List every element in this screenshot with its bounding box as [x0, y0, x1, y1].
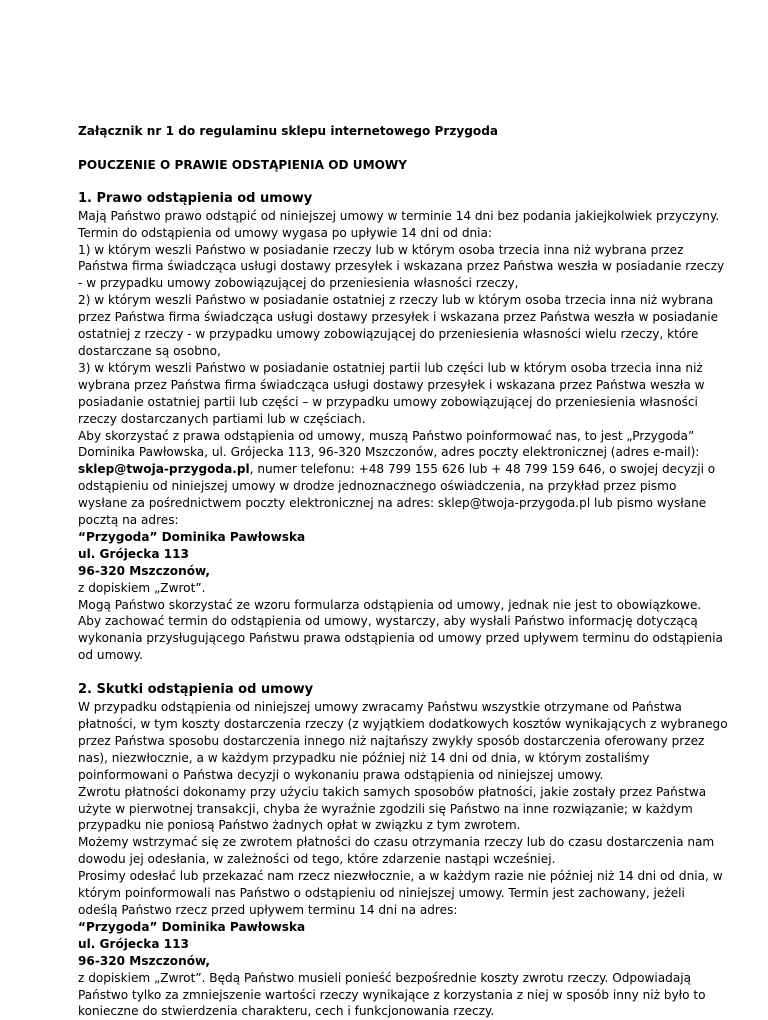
paragraph: Zwrotu płatności dokonamy przy użyciu takich samych sposobów płatności, jakie zostały przez Państwa użyte w pierwotnej transakcji, chyba że wyraźnie zgodzili się Państwo na inne rozwiązanie; w każdym przypadku nie poniosą Państwo żadnych opłat w związku z tym zwrotem.: [78, 784, 707, 833]
address-name: “Przygoda” Dominika Pawłowska: [78, 919, 306, 934]
section-withdrawal-effects: [78, 682, 728, 1020]
address-street: ul. Grójecka 113: [78, 546, 189, 561]
paragraph-contact: [78, 428, 728, 529]
document-title: Załącznik nr 1 do regulaminu sklepu internetowego Przygoda: [78, 124, 499, 138]
paragraph: Prosimy odesłać lub przekazać nam rzecz niezwłocznie, a w każdym razie nie później niż 14 dni od dnia, w którym poinformowali nas Państwo o odstąpieniu od niniejszej umowy. Termin jest zachowany, jeżeli odeślą Państwo rzecz przed upływem terminu 14 dni na adres:: [78, 869, 723, 917]
paragraph: Mają Państwo prawo odstąpić od niniejszej umowy w terminie 14 dni bez podania jakiejkolwiek przyczyny.: [78, 208, 720, 223]
section-heading: 2. Skutki odstąpienia od umowy: [78, 682, 314, 698]
paragraph: Aby zachować termin do odstąpienia od umowy, wystarczy, aby wysłali Państwo informację dotyczącą wykonania przysługującego Państwu prawa odstąpienia od umowy przed upływem terminu do odstąpienia od umowy.: [78, 614, 723, 663]
document-heading: POUCZENIE O PRAWIE ODSTĄPIENIA OD UMOWY: [78, 157, 407, 172]
contact-email: sklep@twoja-przygoda.pl: [78, 462, 250, 477]
list-item: 1) w którym weszli Państwo w posiadanie rzeczy lub w którym osoba trzecia inna niż wybrana przez Państwa firma świadcząca usługi dostawy przesyłek i wskazana przez Państwa weszła w posiadanie rzeczy - w przypadku umowy zobowiązującej do przeniesienia własności rzeczy,: [78, 242, 725, 291]
contact-text: Aby skorzystać z prawa odstąpienia od umowy, muszą Państwo poinformować nas, to jest „Przygoda” Dominika Pawłowska, ul. Grójecka 113, 96-320 Mszczonów, adres poczty elektronicznej (adres e-mail):: [78, 428, 700, 460]
paragraph: W przypadku odstąpienia od niniejszej umowy zwracamy Państwu wszystkie otrzymane od Państwa płatności, w tym koszty dostarczenia rzeczy (z wyjątkiem dodatkowych kosztów wynikających z wybranego przez Państwa sposobu dostarczenia innego niż najtańszy zwykły sposób dostarczenia oferowany przez nas), niezwłocznie, a w każdym przypadku nie później niż 14 dni od dnia, w którym zostaliśmy poinformowani o Państwa decyzji o wykonaniu prawa odstąpienia od niniejszej umowy.: [78, 700, 728, 782]
section-withdrawal-right: [78, 191, 728, 664]
section-heading: 1. Prawo odstąpienia od umowy: [78, 190, 313, 206]
paragraph: Możemy wstrzymać się ze zwrotem płatności do czasu otrzymania rzeczy lub do czasu dostarczenia nam dowodu jej odesłania, w zależności od tego, które zdarzenie nastąpi wcześniej.: [78, 835, 715, 867]
address-street: ul. Grójecka 113: [78, 936, 189, 951]
address-note: z dopiskiem „Zwrot”. Będą Państwo musieli ponieść bezpośrednie koszty zwrotu rzeczy. Odpowiadają Państwo tylko za zmniejszenie wartości rzeczy wynikające z korzystania z niej w sposób inny niż było to konieczne do stwierdzenia charakteru, cech i funkcjonowania rzeczy.: [78, 970, 706, 1019]
address-note: z dopiskiem „Zwrot”.: [78, 580, 206, 595]
address-city: 96-320 Mszczonów,: [78, 563, 211, 578]
list-item: 3) w którym weszli Państwo w posiadanie ostatniej partii lub części lub w którym osoba trzecia inna niż wybrana przez Państwa firma świadcząca usługi dostawy przesyłek i wskazana przez Państwa weszła w posiadanie ostatniej partii lub części – w przypadku umowy zobowiązującej do przeniesienia własności rzeczy dostarczanych partiami lub w częściach.: [78, 360, 705, 426]
contact-text-rest: , numer telefonu: +48 799 155 626 lub + 48 799 159 646, o swojej decyzji o odstąpieniu od niniejszej umowy w drodze jednoznacznego oświadczenia, na przykład przez pismo wysłane za pośrednictwem poczty elektronicznej na adres: sklep@twoja-przygoda.pl lub pismo wysłane pocztą na adres:: [78, 462, 716, 528]
list-item: 2) w którym weszli Państwo w posiadanie ostatniej z rzeczy lub w którym osoba trzecia inna niż wybrana przez Państwa firma świadcząca usługi dostawy przesyłek i wskazana przez Państwa weszła w posiadanie ostatniej z rzeczy - w przypadku umowy zobowiązującej do przeniesienia własności wielu rzeczy, które dostarczane są osobno,: [78, 293, 719, 358]
paragraph: Mogą Państwo skorzystać ze wzoru formularza odstąpienia od umowy, jednak nie jest to obowiązkowe.: [78, 597, 702, 612]
address-name: “Przygoda” Dominika Pawłowska: [78, 529, 306, 544]
address-city: 96-320 Mszczonów,: [78, 953, 211, 968]
paragraph: Termin do odstąpienia od umowy wygasa po upływie 14 dni od dnia:: [78, 225, 493, 240]
